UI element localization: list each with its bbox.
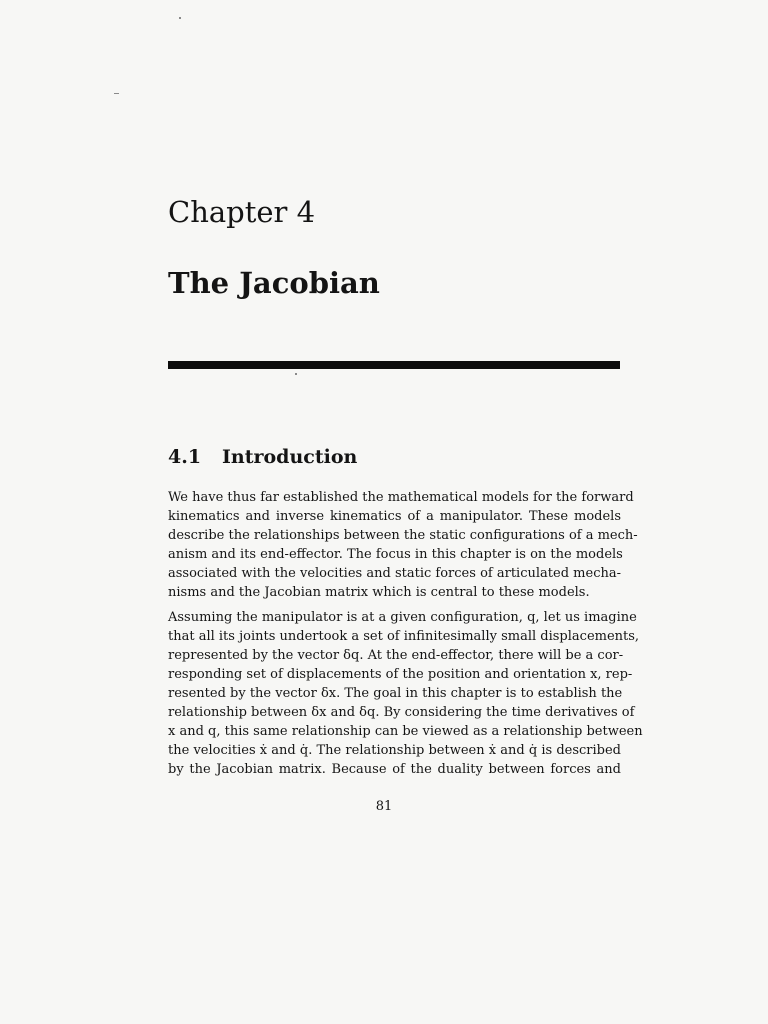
text-line: x and q, this same relationship can be viewed as a relationship between xyxy=(168,724,643,739)
text-line: resented by the vector δx. The goal in this chapter is to establish the xyxy=(168,686,623,701)
text-line: Assuming the manipulator is at a given configuration, q, let us imagine xyxy=(168,610,637,625)
text-line: nisms and the Jacobian matrix which is central to these models. xyxy=(168,585,590,600)
section-number: 4.1 xyxy=(168,446,202,468)
text-line: relationship between δx and δq. By considering the time derivatives of xyxy=(168,705,635,720)
text-line: responding set of displacements of the position and orientation x, rep- xyxy=(168,667,633,682)
text-line: anism and its end-effector. The focus in this chapter is on the models xyxy=(168,547,623,562)
chapter-title: The Jacobian xyxy=(168,266,380,300)
text-line: We have thus far established the mathematical models for the forward xyxy=(168,490,634,505)
section-title: Introduction xyxy=(222,446,358,468)
scan-speck xyxy=(114,93,119,94)
text-line: describe the relationships between the static configurations of a mech- xyxy=(168,528,638,543)
paragraph xyxy=(168,608,643,779)
scan-speck xyxy=(179,17,181,19)
body-text xyxy=(168,488,643,779)
section-heading xyxy=(168,443,357,471)
chapter-rule xyxy=(168,361,620,369)
paragraph xyxy=(168,488,638,602)
text-line: associated with the velocities and static forces of articulated mecha- xyxy=(168,566,621,581)
chapter-label: Chapter 4 xyxy=(168,195,316,229)
text-line: by the Jacobian matrix. Because of the duality between forces and xyxy=(168,762,621,777)
text-line: kinematics and inverse kinematics of a manipulator. These models xyxy=(168,509,621,524)
scan-speck xyxy=(295,373,297,375)
text-line: that all its joints undertook a set of infinitesimally small displacements, xyxy=(168,629,640,644)
text-line: represented by the vector δq. At the end-effector, there will be a cor- xyxy=(168,648,624,663)
text-line: the velocities ẋ and q̇. The relationship between ẋ and q̇ is described xyxy=(168,743,621,758)
page-number: 81 xyxy=(375,799,393,814)
